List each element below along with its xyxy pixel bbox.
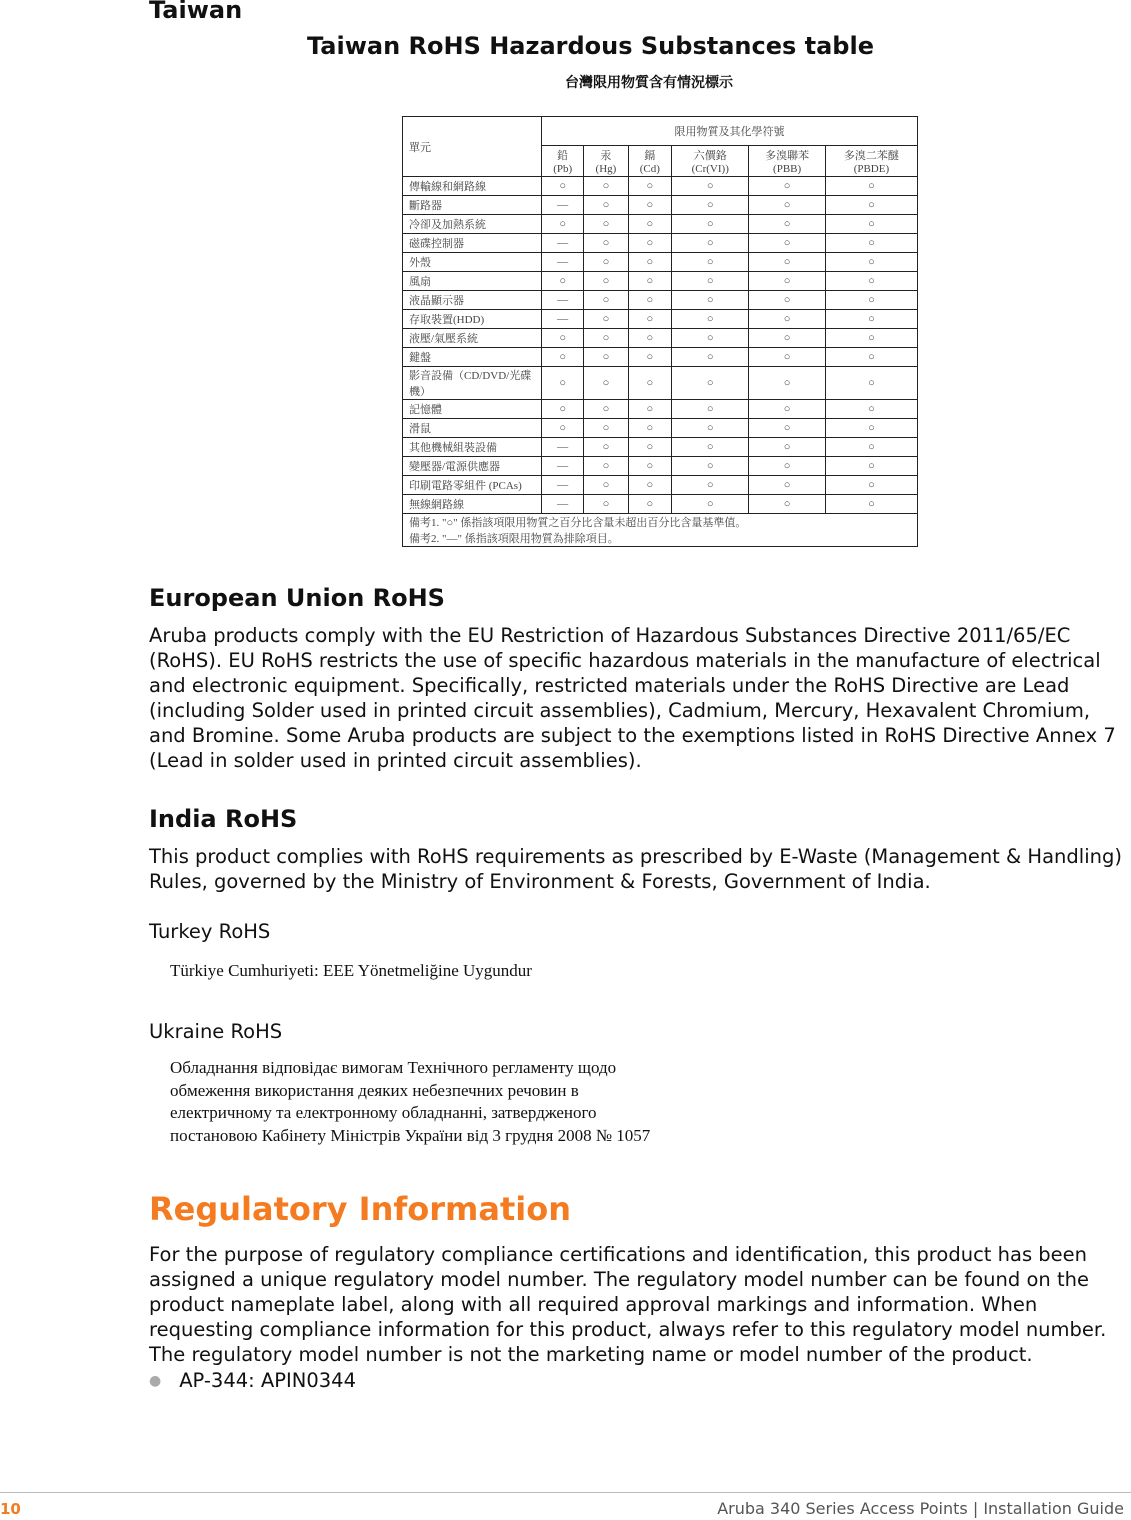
substance-cell: ○ bbox=[584, 400, 628, 419]
substances-header: 限用物質及其化學符號 bbox=[542, 117, 918, 146]
substance-cell: ○ bbox=[749, 291, 825, 310]
substance-cell: ○ bbox=[584, 329, 628, 348]
substance-cell: ○ bbox=[584, 215, 628, 234]
substance-cell: — bbox=[542, 234, 584, 253]
substance-cell: — bbox=[542, 438, 584, 457]
table-subtitle: 台灣限用物質含有情況標示 bbox=[565, 75, 733, 91]
substance-cell: ○ bbox=[672, 310, 749, 329]
substance-cell: ○ bbox=[672, 272, 749, 291]
component-name: 無線網路線 bbox=[403, 495, 542, 514]
component-name: 冷卻及加熱系統 bbox=[403, 215, 542, 234]
substance-cell: ○ bbox=[628, 457, 672, 476]
substance-cell: ○ bbox=[584, 476, 628, 495]
substance-cell: ○ bbox=[628, 476, 672, 495]
substance-cell: ○ bbox=[749, 367, 825, 400]
substance-cell: ○ bbox=[628, 495, 672, 514]
substance-cell: — bbox=[542, 196, 584, 215]
table-title: Taiwan RoHS Hazardous Substances table bbox=[307, 32, 874, 60]
substance-cell: ○ bbox=[628, 438, 672, 457]
substance-cell: ○ bbox=[628, 215, 672, 234]
substance-cell: ○ bbox=[672, 329, 749, 348]
substance-cell: ○ bbox=[628, 253, 672, 272]
substance-cell: ○ bbox=[825, 438, 917, 457]
substance-cell: — bbox=[542, 291, 584, 310]
table-row bbox=[403, 177, 918, 196]
substance-cell: ○ bbox=[542, 177, 584, 196]
column-header: 鎘 (Cd) bbox=[628, 146, 672, 177]
column-header: 鉛 (Pb) bbox=[542, 146, 584, 177]
substance-cell: ○ bbox=[749, 196, 825, 215]
substance-cell: ○ bbox=[672, 495, 749, 514]
substance-cell: ○ bbox=[628, 234, 672, 253]
table-row bbox=[403, 291, 918, 310]
substance-cell: ○ bbox=[749, 419, 825, 438]
substance-cell: ○ bbox=[672, 476, 749, 495]
separator: | bbox=[972, 1499, 979, 1518]
bullet-icon: ● bbox=[149, 1373, 162, 1389]
footer-divider bbox=[0, 1492, 1131, 1493]
substance-cell: ○ bbox=[672, 348, 749, 367]
component-name: 風扇 bbox=[403, 272, 542, 291]
substance-cell: ○ bbox=[825, 495, 917, 514]
unit-header: 單元 bbox=[403, 117, 542, 177]
substance-cell: ○ bbox=[584, 367, 628, 400]
component-name: 變壓器/電源供應器 bbox=[403, 457, 542, 476]
component-name: 斷路器 bbox=[403, 196, 542, 215]
substance-cell: ○ bbox=[825, 310, 917, 329]
ukraine-heading: Ukraine RoHS bbox=[149, 1020, 283, 1043]
substance-cell: ○ bbox=[628, 196, 672, 215]
ukraine-line: Обладнання відповідає вимогам Технічного регламенту щодо bbox=[170, 1058, 617, 1077]
substance-cell: ○ bbox=[672, 438, 749, 457]
substance-cell: ○ bbox=[749, 272, 825, 291]
substance-cell: ○ bbox=[628, 348, 672, 367]
substance-cell: ○ bbox=[749, 177, 825, 196]
substance-cell: ○ bbox=[672, 177, 749, 196]
substance-cell: ○ bbox=[542, 272, 584, 291]
substance-cell: ○ bbox=[628, 310, 672, 329]
substance-cell: ○ bbox=[749, 400, 825, 419]
column-header: 汞 (Hg) bbox=[584, 146, 628, 177]
substance-cell: ○ bbox=[584, 438, 628, 457]
table-row bbox=[403, 400, 918, 419]
substance-cell: ○ bbox=[672, 215, 749, 234]
column-header: 多溴二苯醚 (PBDE) bbox=[825, 146, 917, 177]
component-name: 影音設備（CD/DVD/光碟機） bbox=[403, 367, 542, 400]
table-row bbox=[403, 215, 918, 234]
component-name: 液晶顯示器 bbox=[403, 291, 542, 310]
substance-cell: ○ bbox=[749, 438, 825, 457]
substance-cell: ○ bbox=[672, 234, 749, 253]
substance-cell: ○ bbox=[749, 253, 825, 272]
substance-cell: ○ bbox=[628, 400, 672, 419]
substance-cell: — bbox=[542, 310, 584, 329]
taiwan-rohs-table bbox=[402, 116, 918, 547]
bullet-text: AP-344: APIN0344 bbox=[179, 1369, 356, 1392]
bullet-item bbox=[149, 1369, 356, 1392]
india-body: This product complies with RoHS requirements as prescribed by E-Waste (Management & Handling) Rules, governed by the Ministry of Environment & Forests, Government of India. bbox=[149, 845, 1122, 893]
substance-cell: ○ bbox=[584, 253, 628, 272]
substance-cell: ○ bbox=[542, 367, 584, 400]
substance-cell: ○ bbox=[542, 419, 584, 438]
table-row bbox=[403, 310, 918, 329]
substance-cell: ○ bbox=[672, 400, 749, 419]
substance-cell: ○ bbox=[825, 196, 917, 215]
substance-cell: ○ bbox=[584, 419, 628, 438]
substance-cell: ○ bbox=[825, 400, 917, 419]
substance-cell: ○ bbox=[825, 291, 917, 310]
component-name: 外殼 bbox=[403, 253, 542, 272]
substance-cell: ○ bbox=[628, 419, 672, 438]
substance-cell: ○ bbox=[825, 367, 917, 400]
substance-cell: ○ bbox=[749, 234, 825, 253]
column-header: 多溴聯苯 (PBB) bbox=[749, 146, 825, 177]
ukraine-line: постановою Кабінету Міністрів України від 3 грудня 2008 № 1057 bbox=[170, 1125, 651, 1145]
substance-cell: ○ bbox=[584, 196, 628, 215]
substance-cell: ○ bbox=[749, 495, 825, 514]
component-name: 液壓/氣壓系統 bbox=[403, 329, 542, 348]
table-row bbox=[403, 438, 918, 457]
substance-cell: ○ bbox=[542, 329, 584, 348]
table-row bbox=[403, 457, 918, 476]
substance-cell: ○ bbox=[825, 329, 917, 348]
substance-cell: ○ bbox=[825, 215, 917, 234]
substance-cell: ○ bbox=[584, 272, 628, 291]
substance-cell: ○ bbox=[749, 215, 825, 234]
table-row bbox=[403, 234, 918, 253]
component-name: 鍵盤 bbox=[403, 348, 542, 367]
substance-cell: ○ bbox=[825, 476, 917, 495]
substance-cell: — bbox=[542, 457, 584, 476]
substance-cell: ○ bbox=[749, 476, 825, 495]
substance-cell: ○ bbox=[584, 495, 628, 514]
substance-cell: ○ bbox=[542, 215, 584, 234]
substance-cell: ○ bbox=[628, 177, 672, 196]
substance-cell: — bbox=[542, 476, 584, 495]
substance-cell: ○ bbox=[584, 457, 628, 476]
eu-body: Aruba products comply with the EU Restriction of Hazardous Substances Directive 2011/65/EC (RoHS). EU RoHS restricts the use of specific hazardous materials in the manufacture of electrical and electronic equipment. Specifically, restricted materials under the RoHS Directive are Lead (including Solder used in printed circuit assemblies), Cadmium, Mercury, Hexavalent Chromium, and Bromine. Some Aruba products are subject to the exemptions listed in RoHS Directive Annex 7 (Lead in solder used in printed circuit assemblies). bbox=[149, 624, 1116, 772]
table-row bbox=[403, 419, 918, 438]
substance-cell: ○ bbox=[542, 348, 584, 367]
table-row bbox=[403, 476, 918, 495]
regulatory-heading: Regulatory Information bbox=[149, 1190, 571, 1228]
table-row bbox=[403, 196, 918, 215]
doc-title: Aruba 340 Series Access Points bbox=[717, 1499, 968, 1518]
india-heading: India RoHS bbox=[149, 805, 298, 833]
table-row bbox=[403, 367, 918, 400]
ukraine-line: електричному та електронному обладнанні, затвердженого bbox=[170, 1103, 597, 1122]
substance-cell: ○ bbox=[825, 272, 917, 291]
substance-cell: ○ bbox=[749, 329, 825, 348]
turkey-heading: Turkey RoHS bbox=[149, 920, 271, 943]
substance-cell: ○ bbox=[749, 457, 825, 476]
component-name: 滑鼠 bbox=[403, 419, 542, 438]
substance-cell: ○ bbox=[584, 348, 628, 367]
taiwan-heading: Taiwan bbox=[149, 0, 243, 24]
substance-cell: ○ bbox=[628, 272, 672, 291]
component-name: 記憶體 bbox=[403, 400, 542, 419]
table-note: 備考1. "○" 係指該項限用物質之百分比含量未超出百分比含量基準值。 bbox=[409, 517, 747, 529]
component-name: 傳輸線和網路線 bbox=[403, 177, 542, 196]
substance-cell: ○ bbox=[672, 253, 749, 272]
table-notes bbox=[403, 514, 918, 547]
component-name: 印刷電路零組件 (PCAs) bbox=[403, 476, 542, 495]
substance-cell: ○ bbox=[825, 234, 917, 253]
substance-cell: ○ bbox=[542, 400, 584, 419]
turkey-statement: Türkiye Cumhuriyeti: EEE Yönetmeliğine Uygundur bbox=[170, 961, 532, 980]
substance-cell: ○ bbox=[584, 234, 628, 253]
substance-cell: ○ bbox=[628, 291, 672, 310]
substance-cell: ○ bbox=[672, 419, 749, 438]
table-row bbox=[403, 253, 918, 272]
substance-cell: ○ bbox=[825, 253, 917, 272]
substance-cell: ○ bbox=[672, 291, 749, 310]
guide-name: Installation Guide bbox=[983, 1499, 1124, 1518]
ukraine-statement bbox=[170, 1057, 650, 1147]
substance-cell: ○ bbox=[628, 367, 672, 400]
substance-cell: ○ bbox=[672, 457, 749, 476]
substance-cell: ○ bbox=[628, 329, 672, 348]
table-row bbox=[403, 348, 918, 367]
ukraine-line: обмеження використання деяких небезпечних речовин в bbox=[170, 1080, 579, 1100]
substance-cell: ○ bbox=[672, 196, 749, 215]
substance-cell: ○ bbox=[825, 177, 917, 196]
substance-cell: ○ bbox=[825, 457, 917, 476]
component-name: 其他機械組裝設備 bbox=[403, 438, 542, 457]
substance-cell: ○ bbox=[825, 348, 917, 367]
substance-cell: ○ bbox=[584, 310, 628, 329]
table-row bbox=[403, 495, 918, 514]
component-name: 磁碟控制器 bbox=[403, 234, 542, 253]
table-note: 備考2. "—" 係指該項限用物質為排除項目。 bbox=[409, 533, 619, 545]
footer-title bbox=[717, 1499, 1124, 1518]
table-row bbox=[403, 272, 918, 291]
table-row bbox=[403, 329, 918, 348]
substance-cell: ○ bbox=[825, 419, 917, 438]
substance-cell: — bbox=[542, 495, 584, 514]
substance-cell: ○ bbox=[749, 348, 825, 367]
substance-cell: ○ bbox=[672, 367, 749, 400]
page-number: 10 bbox=[0, 1500, 21, 1518]
substance-cell: ○ bbox=[584, 177, 628, 196]
regulatory-body: For the purpose of regulatory compliance certifications and identification, this product has been assigned a unique regulatory model number. The regulatory model number can be found on the product nameplate label, along with all required approval markings and information. When requesting compliance information for this product, always refer to this regulatory model number. The regulatory model number is not the marketing name or model number of the product. bbox=[149, 1243, 1107, 1366]
column-header: 六價鉻 (Cr(VI)) bbox=[672, 146, 749, 177]
component-name: 存取裝置(HDD) bbox=[403, 310, 542, 329]
substance-cell: — bbox=[542, 253, 584, 272]
eu-heading: European Union RoHS bbox=[149, 584, 445, 612]
substance-cell: ○ bbox=[749, 310, 825, 329]
substance-cell: ○ bbox=[584, 291, 628, 310]
